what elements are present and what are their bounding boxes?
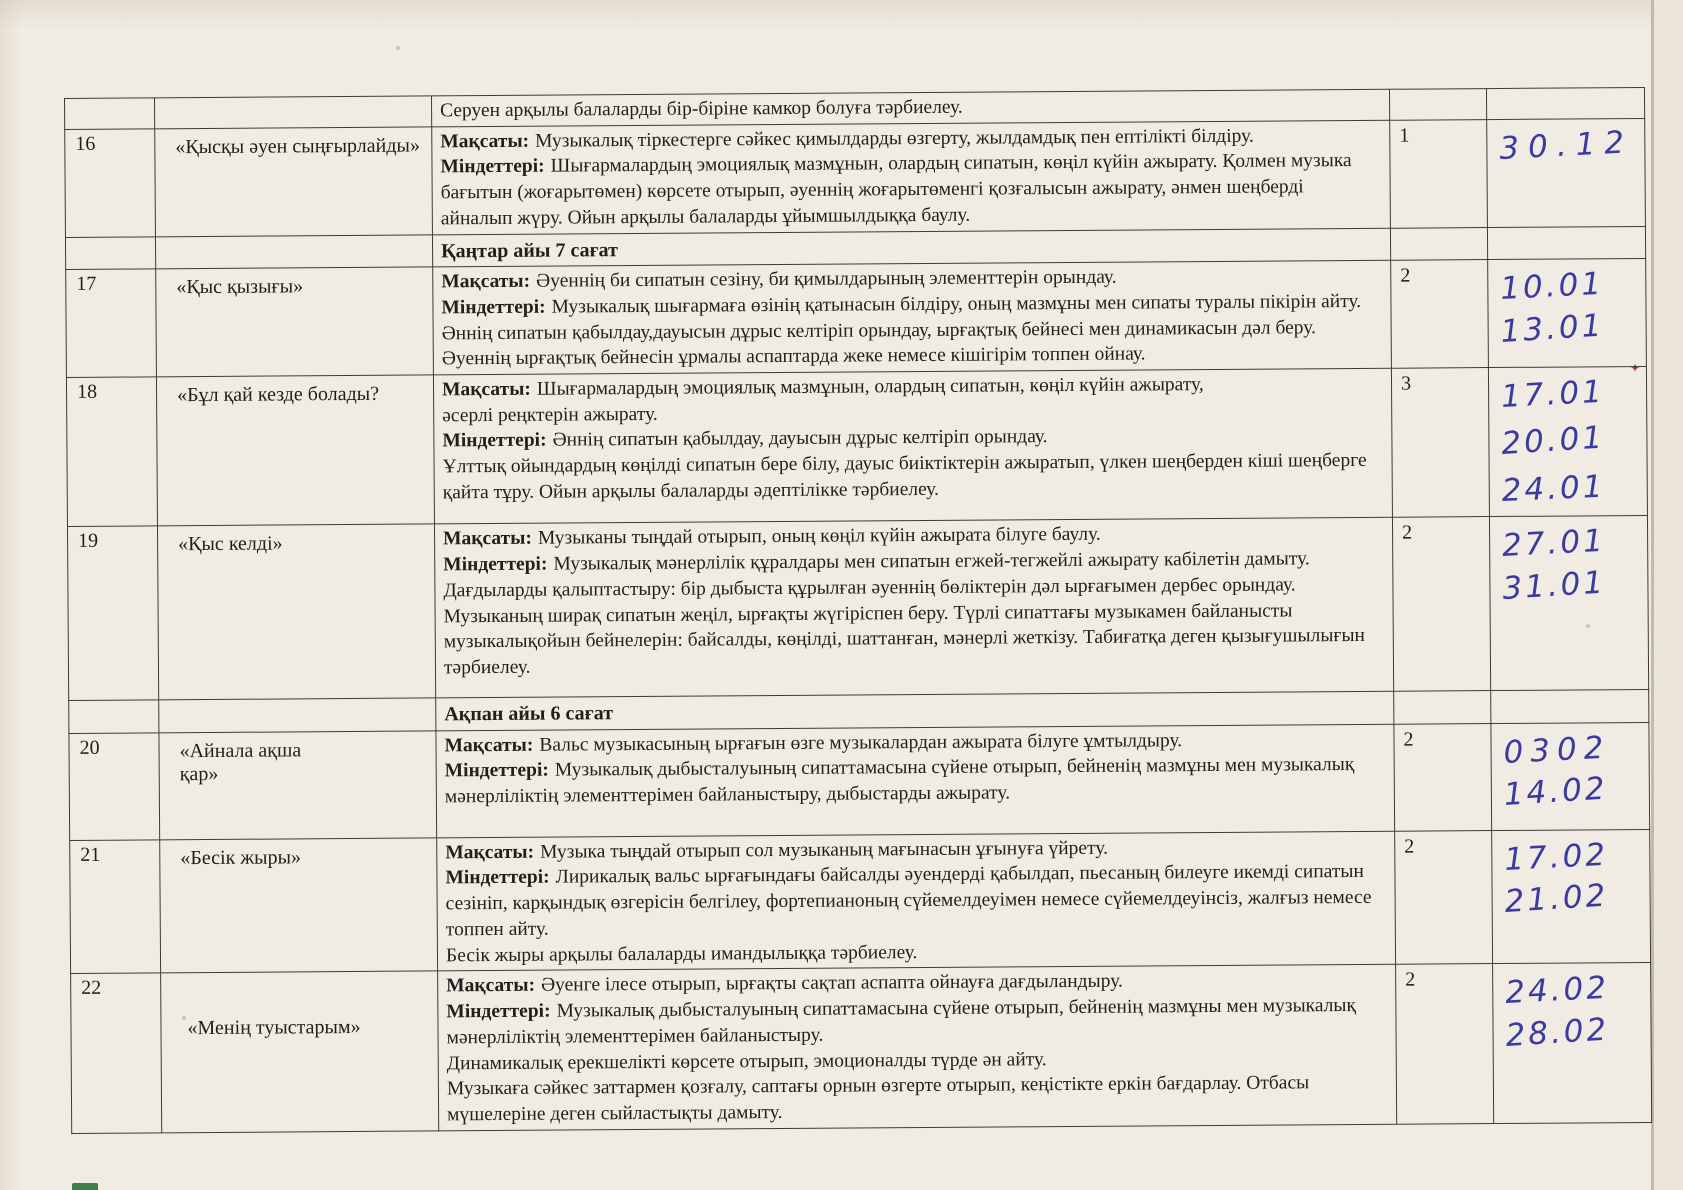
description-paragraph: Мақсаты: Шығармалардың эмоциялық мазмұнын, олардың сипатын, көңіл күйін ажырату,: [441, 374, 1204, 401]
description-paragraph: Міндеттері: Шығармалардың эмоциялық мазмұнын, олардың сипатын, көңіл күйін ажырату. Қолмен музыка бағытын (жоғарытөмен) көрсете отырып, әуеннің жоғарытөменгі қозғалысын ажырату, әнмен шеңберді айналып жүру. Ойын арқылы балаларды ұйымшылдыққа баулу.: [440, 150, 1352, 230]
lesson-number: 18: [66, 377, 157, 527]
lesson-dates: [1491, 722, 1650, 830]
description-paragraph: Серуен арқылы балаларды бір-біріне камкор болуға тәрбиелеу.: [440, 96, 963, 122]
handwritten-date: 28.02: [1504, 1011, 1611, 1055]
lesson-title: [159, 698, 436, 732]
handwritten-date: 10.01: [1499, 265, 1605, 308]
handwritten-date: 17.01: [1500, 373, 1606, 415]
lesson-description: [433, 260, 1392, 375]
description-label: Мақсаты:: [441, 270, 531, 293]
lesson-title: «Қысқы әуен сыңғырлайды»: [155, 127, 433, 237]
lesson-hours: 2: [1391, 260, 1489, 369]
description-label: Мақсаты:: [443, 528, 532, 550]
lesson-row: [70, 829, 1651, 974]
description-label: Міндеттері:: [444, 760, 549, 782]
description-paragraph: Мақсаты: Музыка тыңдай отырып сол музыканың мағынасын ұғынуға үйрету.: [445, 837, 1109, 864]
description-paragraph: Бесік жыры арқылы балаларды имандылыққа тәрбиелеу.: [445, 941, 918, 966]
lesson-dates: [1491, 690, 1649, 723]
lesson-description: [436, 724, 1395, 838]
description-paragraph: Мақсаты: Вальс музыкасының ырғағын өзге музыкалардан ажырата білуге ұмтылдыру.: [444, 729, 1183, 757]
lesson-hours: 1: [1390, 119, 1488, 228]
description-label: Міндеттері:: [441, 296, 546, 319]
lesson-hours: 2: [1395, 830, 1493, 964]
paper-edge-line: [1651, 0, 1654, 1190]
description-label: Мақсаты:: [441, 378, 531, 401]
handwritten-date: 21.02: [1503, 877, 1610, 921]
lesson-description: [438, 965, 1397, 1131]
description-paragraph: Мақсаты: Әуенге ілесе отырып, ырғақты сақтап аспапта ойнауға дағдыландыру.: [446, 970, 1123, 997]
lesson-hours: 2: [1394, 723, 1492, 831]
description-label: Міндеттері:: [445, 867, 550, 889]
lesson-title: [155, 235, 432, 269]
description-paragraph: Музыканың ширақ сипатын жеңіл, ырғақты жүгіріспен беру. Түрлі сипаттағы музыкамен байланысты музыкалықойын бейнелерін: байсалды, көңілді, шаттанған, мәнерлі жеткізу. Табиғатқа деген қызығушылығын тәрбиелеу.: [443, 599, 1366, 679]
lesson-dates: [1492, 829, 1651, 964]
handwritten-date: 27.01: [1501, 523, 1607, 565]
lesson-title: «Айнала ақша қар»: [159, 731, 437, 840]
lesson-row: [65, 118, 1646, 237]
handwritten-date: 24.02: [1504, 970, 1610, 1012]
lesson-plan-table: [64, 87, 1652, 1134]
description-paragraph: Міндеттері: Музыкалық мәнерлілік құралдары мен сипатын егжей-тегжейлі ажырату кабілетін дамыту.: [443, 548, 1310, 576]
lesson-dates: [1488, 259, 1647, 368]
lesson-row: [67, 516, 1648, 701]
lesson-hours: [1390, 227, 1487, 260]
month-header-label: Қаңтар айы 7 сағат: [432, 228, 1390, 267]
handwritten-date: 13.01: [1499, 307, 1606, 350]
handwritten-date: 30.12: [1498, 123, 1634, 167]
lesson-title: «Қыс қызығы»: [156, 267, 434, 377]
description-paragraph: Динамикалық ерекшелікті көрсете отырып, эмоционалды түрде ән айту.: [446, 1048, 1047, 1074]
lesson-title: [155, 96, 432, 129]
lesson-description: [432, 120, 1391, 235]
lesson-dates: [1493, 963, 1652, 1124]
lesson-number: 16: [65, 129, 156, 238]
description-label: Мақсаты:: [440, 130, 530, 153]
lesson-row: [71, 963, 1652, 1133]
lesson-number: 21: [70, 840, 161, 974]
lesson-hours: 3: [1391, 368, 1489, 518]
lesson-number: [65, 98, 155, 129]
paper-edge-region: [1653, 0, 1683, 1190]
lesson-description: [437, 831, 1396, 971]
handwritten-date: 0302: [1502, 729, 1612, 771]
description-label: Міндеттері:: [440, 156, 545, 178]
lesson-number: 22: [71, 973, 162, 1133]
description-label: Мақсаты:: [446, 975, 536, 997]
lesson-description: [433, 368, 1392, 524]
description-paragraph: Мақсаты: Әуеннің би сипатын сезіну, би қимылдарының элементтерін орындау.: [441, 266, 1117, 293]
green-scan-mark: [72, 1183, 98, 1190]
handwritten-date: 17.02: [1503, 836, 1609, 878]
description-label: Міндеттері:: [443, 553, 548, 576]
lesson-description: [434, 518, 1393, 699]
description-paragraph: Мақсаты: Музыкалық тіркестерге сәйкес қимылдарды өзгерту, жылдамдық пен ептілікті білдіру.: [440, 125, 1254, 153]
handwritten-date: 14.02: [1502, 770, 1609, 814]
lesson-dates: [1488, 361, 1647, 516]
lesson-row: [66, 366, 1647, 526]
lesson-number: 17: [66, 269, 157, 378]
description-paragraph: Міндеттері: Музыкалық шығармаға өзінің қатынасын білдіру, оның мазмұны мен сипаты туралы пікірін айту. Әннің сипатын қабылдау,дауысын дұрыс келтіріп орындау, ырғақтық бейнесі мен динамикасын дәл беру. Әуеннің ырғақтық бейнесін ұрмалы аспаптарда жеке немесе кішігірім топпен ойнау.: [441, 290, 1362, 370]
lesson-number: 20: [69, 733, 160, 841]
lesson-number: 19: [67, 526, 158, 701]
handwritten-date: 31.01: [1501, 564, 1608, 607]
description-label: Мақсаты:: [444, 734, 534, 757]
description-paragraph: Міндеттері: Лирикалық вальс ырғағындағы байсалды әуендерді қабылдап, пьесаның билеуге икемді сипатын сезініп, карқындық өзгерісін белгілеу, фортепианоның сүйемелдеуімен немесе сүйемелдеуінсіз, жалғыз немесе топпен айту.: [445, 861, 1372, 941]
description-paragraph: Міндеттері: Әннің сипатын қабылдау, дауысын дұрыс келтіріп орындау.: [442, 426, 1048, 452]
description-paragraph: Мақсаты: Музыканы тыңдай отырып, оның көңіл күйін ажырата білуге баулу.: [443, 524, 1101, 550]
lesson-number: [65, 237, 155, 270]
lesson-dates: [1487, 118, 1646, 227]
lesson-hours: 2: [1396, 964, 1494, 1124]
description-paragraph: Міндеттері: Музыкалық дыбысталуының сипаттамасына сүйене отырып, бейненің мазмұны мен музыкалық мәнерліліктің элементтерімен байланыстыру.: [446, 995, 1357, 1049]
lesson-title: «Бұл қай кезде болады?: [156, 375, 434, 526]
lesson-hours: [1394, 691, 1491, 724]
description-paragraph: Ұлттық ойындардың көңілді сипатын бере білу, дауыс биіктіктерін ажыратып, үлкен шеңберден кіші шеңберге қайта тұру. Ойын арқылы балаларды әдептілікке тәрбиелеу.: [442, 450, 1367, 504]
description-label: Міндеттері:: [442, 430, 547, 452]
handwritten-date: 24.01: [1501, 468, 1607, 509]
description-paragraph: Дағдыларды қалыптастыру: бір дыбыста құрылған әуеннің бөліктерін дәл ырғағымен дербес орындау.: [443, 574, 1296, 602]
lesson-dates: [1487, 226, 1645, 259]
lesson-dates: [1486, 87, 1644, 119]
description-paragraph: Музыкаға сәйкес заттармен қозғалу, саптағы орнын өзгерте отырып, кеңістікте еркін бағдарлау. Отбасы мүшелеріне деген сыйластықты дамыту.: [446, 1072, 1310, 1126]
lesson-hours: 2: [1392, 517, 1490, 692]
lesson-row: [69, 722, 1650, 840]
lesson-row: [66, 259, 1647, 378]
lesson-title: «Қыс келді»: [157, 524, 435, 700]
red-ink-speck: ✦: [1630, 361, 1641, 375]
month-header-label: Ақпан айы 6 сағат: [436, 692, 1394, 731]
lesson-hours: [1389, 89, 1486, 120]
description-paragraph: әсерлі реңктерін ажырату.: [442, 403, 658, 427]
description-paragraph: Міндеттері: Музыкалық дыбысталуының сипаттамасына сүйене отырып, бейненің мазмұны мен музыкалық мәнерліліктің элементтерімен байланыстыру, дыбыстарды ажырату.: [444, 754, 1355, 808]
description-label: Мақсаты:: [445, 841, 535, 864]
handwritten-date: 20.01: [1500, 419, 1607, 462]
lesson-number: [69, 700, 159, 733]
lesson-dates: [1489, 516, 1648, 691]
paper-speck: [396, 46, 400, 50]
description-label: Міндеттері:: [446, 1000, 551, 1023]
lesson-title: «Менің туыстарым»: [161, 971, 439, 1132]
lesson-title: «Бесік жыры»: [160, 838, 438, 974]
schedule-table-body: [65, 87, 1652, 1133]
